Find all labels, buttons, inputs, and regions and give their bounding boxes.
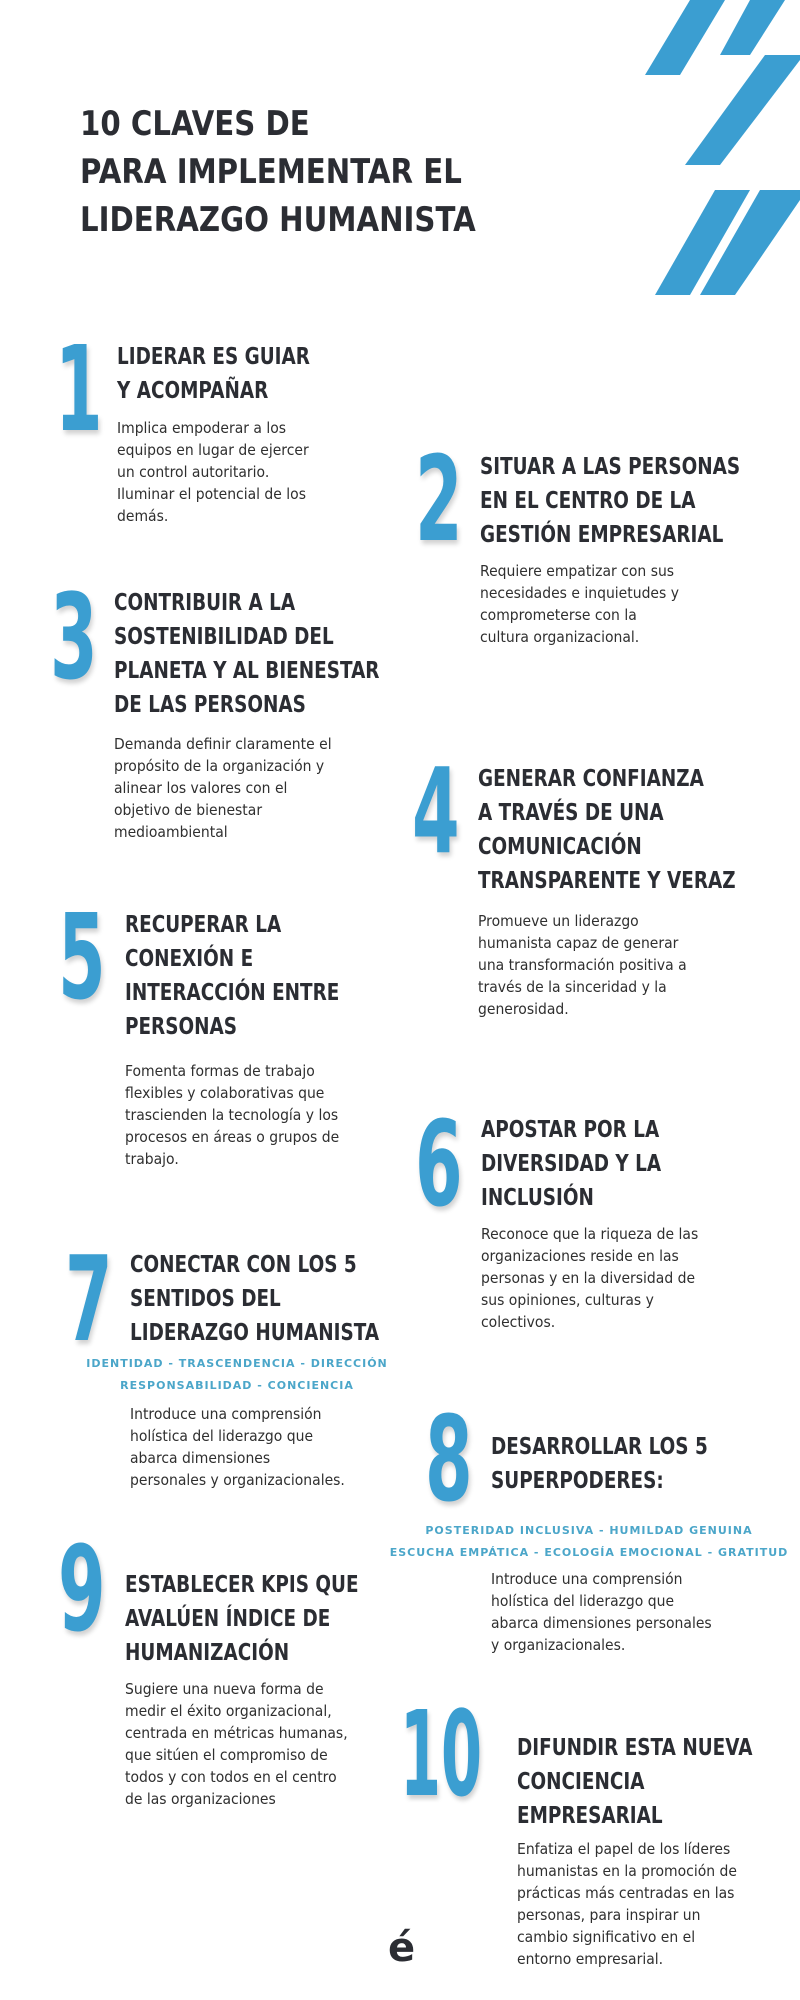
heading-line: SUPERPODERES: bbox=[491, 1468, 664, 1494]
key-description bbox=[117, 417, 309, 527]
description-line: flexibles y colaborativas que bbox=[125, 1084, 325, 1102]
description-line: sus opiniones, culturas y bbox=[481, 1291, 654, 1309]
key-description bbox=[480, 560, 679, 648]
key-number: 8 bbox=[425, 1390, 473, 1528]
description-line: de las organizaciones bbox=[125, 1790, 276, 1808]
heading-line: EMPRESARIAL bbox=[517, 1803, 663, 1829]
description-line: trabajo. bbox=[125, 1150, 179, 1168]
description-line: holística del liderazgo que bbox=[491, 1592, 675, 1610]
heading-line: AVALÚEN ÍNDICE DE bbox=[125, 1606, 331, 1632]
key-number: 2 bbox=[415, 430, 463, 568]
description-line: Promueve un liderazgo bbox=[478, 912, 639, 930]
heading-line: DE LAS PERSONAS bbox=[114, 692, 306, 718]
key-heading bbox=[480, 450, 740, 552]
description-line: una transformación positiva a bbox=[478, 956, 687, 974]
description-line: Sugiere una nueva forma de bbox=[125, 1680, 324, 1698]
heading-line: ESTABLECER KPIS QUE bbox=[125, 1572, 359, 1598]
tag-line: IDENTIDAD - TRASCENDENCIA - DIRECCIÓN bbox=[86, 1357, 388, 1370]
description-line: generosidad. bbox=[478, 1000, 569, 1018]
description-line: personales y organizacionales. bbox=[130, 1471, 345, 1489]
description-line: humanistas en la promoción de bbox=[517, 1862, 737, 1880]
key-description-7 bbox=[130, 1403, 345, 1491]
key-description bbox=[125, 1678, 348, 1810]
heading-line: CONTRIBUIR A LA bbox=[114, 590, 296, 616]
heading-line: SENTIDOS DEL bbox=[130, 1286, 281, 1312]
description-line: abarca dimensiones personales bbox=[491, 1614, 712, 1632]
key-description bbox=[481, 1223, 698, 1333]
title-line-2: PARA IMPLEMENTAR EL bbox=[80, 152, 462, 192]
key-number: 4 bbox=[412, 742, 460, 880]
key-number: 10 bbox=[400, 1685, 483, 1823]
key-number: 6 bbox=[415, 1095, 463, 1233]
key-heading bbox=[130, 1248, 379, 1350]
heading-line: DIVERSIDAD Y LA bbox=[481, 1151, 662, 1177]
description-line: personas, para inspirar un bbox=[517, 1906, 701, 1924]
description-line: objetivo de bienestar bbox=[114, 801, 263, 819]
description-line: un control autoritario. bbox=[117, 463, 270, 481]
description-line: trascienden la tecnología y los bbox=[125, 1106, 339, 1124]
heading-line: DIFUNDIR ESTA NUEVA bbox=[517, 1735, 753, 1761]
description-line: centrada en métricas humanas, bbox=[125, 1724, 348, 1742]
heading-line: SOSTENIBILIDAD DEL bbox=[114, 624, 334, 650]
heading-line: LIDERAR ES GUIAR bbox=[117, 344, 310, 370]
heading-line: GENERAR CONFIANZA bbox=[478, 766, 704, 792]
description-line: comprometerse con la bbox=[480, 606, 637, 624]
description-line: prácticas más centradas en las bbox=[517, 1884, 735, 1902]
tags-7 bbox=[82, 1353, 392, 1397]
description-line: demás. bbox=[117, 507, 169, 525]
description-line: medir el éxito organizacional, bbox=[125, 1702, 332, 1720]
tags-8 bbox=[384, 1520, 794, 1564]
decorative-stripes bbox=[640, 0, 800, 310]
heading-line: Y ACOMPAÑAR bbox=[117, 378, 269, 404]
description-line: organizaciones reside en las bbox=[481, 1247, 679, 1265]
key-description-8 bbox=[491, 1568, 712, 1656]
description-line: colectivos. bbox=[481, 1313, 556, 1331]
key-description bbox=[125, 1060, 339, 1170]
heading-line: INCLUSIÓN bbox=[481, 1185, 594, 1211]
key-number: 9 bbox=[58, 1520, 106, 1658]
key-number: 3 bbox=[50, 568, 98, 706]
key-heading bbox=[117, 340, 310, 408]
description-line: Implica empoderar a los bbox=[117, 419, 287, 437]
description-line: todos y con todos en el centro bbox=[125, 1768, 337, 1786]
key-heading bbox=[478, 762, 736, 898]
key-heading bbox=[481, 1113, 661, 1215]
heading-line: GESTIÓN EMPRESARIAL bbox=[480, 522, 724, 548]
heading-line: PLANETA Y AL BIENESTAR bbox=[114, 658, 380, 684]
key-description bbox=[114, 733, 332, 843]
title-line-3: LIDERAZGO HUMANISTA bbox=[80, 200, 476, 240]
heading-line: PERSONAS bbox=[125, 1014, 238, 1040]
heading-line: RECUPERAR LA bbox=[125, 912, 282, 938]
description-line: entorno empresarial. bbox=[517, 1950, 664, 1968]
tag-line: RESPONSABILIDAD - CONCIENCIA bbox=[120, 1379, 354, 1392]
description-line: personas y en la diversidad de bbox=[481, 1269, 696, 1287]
heading-line: DESARROLLAR LOS 5 bbox=[491, 1434, 708, 1460]
heading-line: EN EL CENTRO DE LA bbox=[480, 488, 696, 514]
key-number: 5 bbox=[58, 888, 106, 1026]
key-heading bbox=[517, 1731, 752, 1833]
tag-line: ESCUCHA EMPÁTICA - ECOLOGÍA EMOCIONAL - GRATITUD bbox=[389, 1546, 789, 1559]
heading-line: CONECTAR CON LOS 5 bbox=[130, 1252, 357, 1278]
key-heading bbox=[125, 908, 339, 1044]
heading-line: CONCIENCIA bbox=[517, 1769, 645, 1795]
heading-line: SITUAR A LAS PERSONAS bbox=[480, 454, 741, 480]
heading-line: APOSTAR POR LA bbox=[481, 1117, 660, 1143]
description-line: cambio significativo en el bbox=[517, 1928, 696, 1946]
description-line: Demanda definir claramente el bbox=[114, 735, 332, 753]
description-line: propósito de la organización y bbox=[114, 757, 325, 775]
heading-line: INTERACCIÓN ENTRE bbox=[125, 980, 340, 1006]
key-description bbox=[517, 1838, 737, 1970]
key-number: 7 bbox=[65, 1230, 113, 1368]
page-title bbox=[80, 100, 476, 244]
description-line: través de la sinceridad y la bbox=[478, 978, 667, 996]
key-heading bbox=[491, 1430, 708, 1498]
description-line: holística del liderazgo que bbox=[130, 1427, 314, 1445]
description-line: equipos en lugar de ejercer bbox=[117, 441, 309, 459]
description-line: Introduce una comprensión bbox=[491, 1570, 683, 1588]
key-number: 1 bbox=[55, 320, 103, 458]
key-heading bbox=[114, 586, 379, 722]
description-line: humanista capaz de generar bbox=[478, 934, 679, 952]
description-line: abarca dimensiones bbox=[130, 1449, 271, 1467]
key-heading bbox=[125, 1568, 359, 1670]
description-line: que sitúen el compromiso de bbox=[125, 1746, 328, 1764]
description-line: Requiere empatizar con sus bbox=[480, 562, 675, 580]
heading-line: HUMANIZACIÓN bbox=[125, 1640, 290, 1666]
key-description bbox=[478, 910, 687, 1020]
description-line: necesidades e inquietudes y bbox=[480, 584, 679, 602]
heading-line: LIDERAZGO HUMANISTA bbox=[130, 1320, 380, 1346]
title-line-1: 10 CLAVES DE bbox=[80, 104, 310, 144]
description-line: medioambiental bbox=[114, 823, 228, 841]
tag-line: POSTERIDAD INCLUSIVA - HUMILDAD GENUINA bbox=[425, 1524, 753, 1537]
brand-logo: é bbox=[388, 1925, 416, 1971]
description-line: Reconoce que la riqueza de las bbox=[481, 1225, 699, 1243]
heading-line: A TRAVÉS DE UNA bbox=[478, 800, 664, 826]
description-line: Introduce una comprensión bbox=[130, 1405, 322, 1423]
description-line: Fomenta formas de trabajo bbox=[125, 1062, 315, 1080]
description-line: y organizacionales. bbox=[491, 1636, 626, 1654]
description-line: cultura organizacional. bbox=[480, 628, 640, 646]
description-line: procesos en áreas o grupos de bbox=[125, 1128, 340, 1146]
description-line: alinear los valores con el bbox=[114, 779, 288, 797]
heading-line: TRANSPARENTE Y VERAZ bbox=[478, 868, 736, 894]
description-line: Enfatiza el papel de los líderes bbox=[517, 1840, 731, 1858]
description-line: Iluminar el potencial de los bbox=[117, 485, 306, 503]
heading-line: CONEXIÓN E bbox=[125, 946, 254, 972]
heading-line: COMUNICACIÓN bbox=[478, 834, 642, 860]
